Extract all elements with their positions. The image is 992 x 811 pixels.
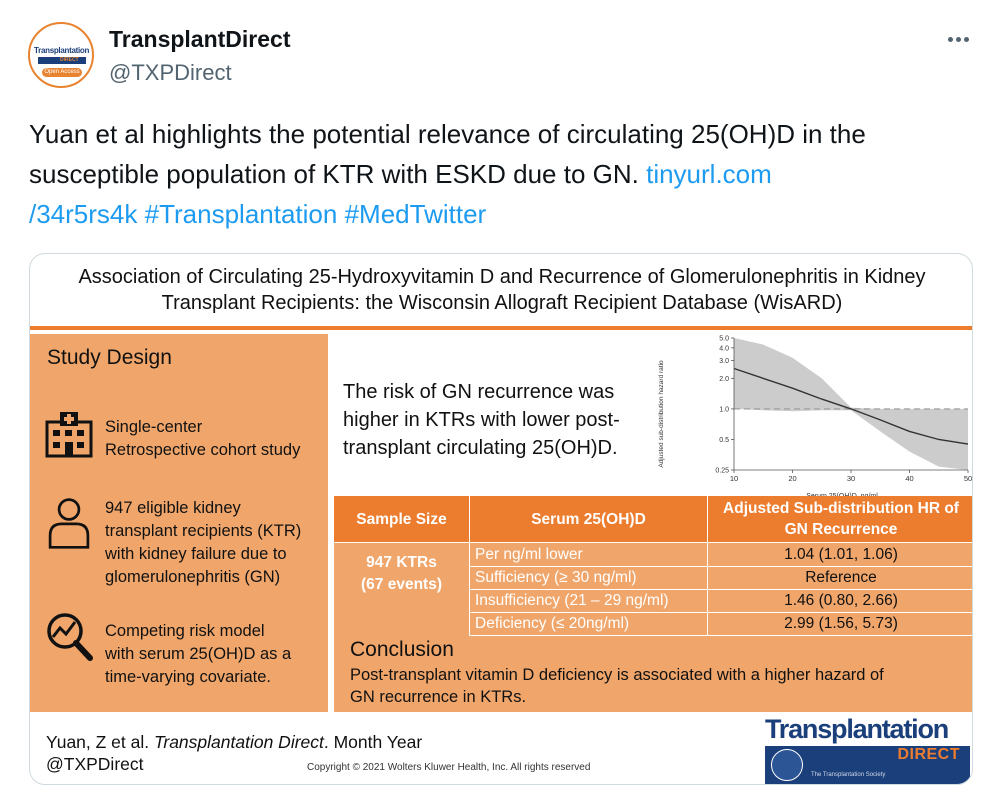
- hazard-ratio-chart: [650, 332, 972, 500]
- infographic-title-line: Association of Circulating 25-Hydroxyvitamin D and Recurrence of Glomerulonephritis in Kidney: [78, 266, 926, 288]
- avatar-text: Transplantation: [34, 46, 90, 55]
- logo-society-text: The Transplantation Society: [811, 772, 886, 778]
- summary-text: [343, 378, 653, 462]
- summary-line: higher in KTRs with lower post-: [343, 409, 620, 431]
- person-icon: [44, 496, 94, 550]
- x-tick-label: 20: [788, 474, 797, 483]
- study-design-item: [105, 416, 300, 462]
- footer-handle: @TXPDirect: [46, 754, 144, 774]
- table-row-label: Sufficiency (≥ 30 ng/ml): [475, 569, 637, 586]
- table-row-label: Insufficiency (21 – 29 ng/ml): [475, 592, 669, 609]
- tweet-text: [29, 114, 979, 234]
- y-tick-label: 0.5: [719, 436, 729, 444]
- citation-author: Yuan, Z et al.: [46, 732, 154, 752]
- author-handle[interactable]: @TXPDirect: [109, 60, 232, 85]
- x-tick-label: 10: [729, 474, 739, 483]
- study-design-text: with kidney failure due to: [105, 545, 287, 563]
- y-tick-label: 3.0: [719, 358, 729, 366]
- study-design-panel: [30, 334, 328, 712]
- confidence-band: [734, 338, 968, 470]
- y-tick-label: 0.25: [715, 467, 729, 475]
- table-row-value: Reference: [805, 569, 877, 586]
- title-divider: [30, 326, 973, 330]
- logo-wordmark: Transplantation: [765, 714, 949, 744]
- conclusion-panel: [334, 636, 973, 712]
- study-design-text: 947 eligible kidney: [105, 499, 241, 517]
- avatar[interactable]: [28, 22, 94, 88]
- study-design-text: Single-center: [105, 418, 203, 436]
- study-design-text: time-varying covariate.: [105, 668, 271, 686]
- study-design-item: [105, 497, 301, 589]
- table-row-label: Deficiency (≤ 20ng/ml): [475, 615, 630, 632]
- study-design-text: glomerulonephritis (GN): [105, 568, 281, 586]
- tweet-link-host: tinyurl.com: [646, 159, 772, 189]
- logo-band: [765, 746, 970, 784]
- conclusion-heading: Conclusion: [350, 638, 454, 661]
- conclusion-text: [350, 664, 960, 708]
- y-tick-label: 1.0: [719, 406, 729, 414]
- table-row-value: 1.46 (0.80, 2.66): [784, 592, 898, 609]
- table-header-sample-size: Sample Size: [334, 496, 469, 542]
- transplantation-direct-logo: [765, 712, 970, 784]
- hospital-icon: [44, 406, 94, 460]
- x-tick-label: 40: [905, 474, 914, 483]
- hashtag-medtwitter[interactable]: #MedTwitter: [344, 199, 487, 229]
- citation-journal: Transplantation Direct: [153, 732, 324, 752]
- table-row-value: 1.04 (1.01, 1.06): [784, 546, 898, 563]
- summary-line: transplant circulating 25(OH)D.: [343, 437, 618, 459]
- table-header-hr-line: Adjusted Sub-distribution HR of: [723, 500, 959, 517]
- author-name[interactable]: TransplantDirect: [109, 26, 291, 52]
- chart-plot-area: [715, 336, 972, 484]
- more-dot-icon: [964, 37, 969, 42]
- hashtag-transplantation[interactable]: #Transplantation: [144, 199, 338, 229]
- chart-y-axis-label: Adjusted sub-distribution hazard ratio: [658, 360, 665, 468]
- study-design-text: transplant recipients (KTR): [105, 522, 302, 540]
- x-tick-label: 50: [963, 474, 972, 483]
- tweet-link-path: /34r5rs4k: [29, 199, 138, 229]
- copyright-notice: Copyright © 2021 Wolters Kluwer Health, Inc. All rights reserved: [307, 762, 591, 773]
- table-header-hr: [708, 496, 973, 542]
- table-sample-line: (67 events): [361, 576, 442, 593]
- avatar-direct-text: DIRECT: [60, 57, 79, 63]
- tweet-media-image[interactable]: [29, 253, 973, 785]
- study-design-text: with serum 25(OH)D as a: [105, 645, 292, 663]
- table-sample-cell: [334, 552, 469, 596]
- conclusion-line: GN recurrence in KTRs.: [350, 688, 527, 706]
- study-design-heading: Study Design: [47, 346, 172, 369]
- table-sample-line: 947 KTRs: [366, 554, 437, 571]
- tweet-body: Yuan et al highlights the potential relevance of circulating 25(OH)D in the susceptible population of KTR with ESKD due to GN.: [29, 119, 866, 189]
- results-table: [334, 496, 973, 636]
- table-header-serum: Serum 25(OH)D: [470, 496, 707, 542]
- table-row-label: Per ng/ml lower: [475, 546, 583, 563]
- more-dot-icon: [956, 37, 961, 42]
- summary-line: The risk of GN recurrence was: [343, 381, 615, 403]
- study-design-item: [105, 620, 291, 689]
- infographic-title: [30, 264, 973, 316]
- magnifier-chart-icon: [44, 610, 94, 664]
- study-design-text: Competing risk model: [105, 622, 265, 640]
- avatar-open-access: Open Access: [42, 68, 82, 77]
- more-dot-icon: [948, 37, 953, 42]
- x-tick-label: 30: [846, 474, 856, 483]
- infographic-title-line: Transplant Recipients: the Wisconsin Allograft Recipient Database (WisARD): [161, 292, 843, 314]
- y-tick-label: 2.0: [719, 375, 729, 383]
- citation: [46, 732, 422, 753]
- y-tick-label: 5.0: [719, 335, 729, 343]
- citation-date: . Month Year: [323, 732, 423, 752]
- table-divider: [334, 542, 973, 543]
- conclusion-line: Post-transplant vitamin D deficiency is associated with a higher hazard of: [350, 666, 884, 684]
- society-seal-icon: [771, 749, 803, 781]
- y-tick-label: 4.0: [719, 345, 729, 353]
- table-header-hr-line: GN Recurrence: [784, 521, 898, 538]
- table-row-value: 2.99 (1.56, 5.73): [784, 615, 898, 632]
- study-design-text: Retrospective cohort study: [105, 441, 301, 459]
- more-options-button[interactable]: [940, 24, 976, 54]
- logo-direct-text: DIRECT: [897, 746, 960, 763]
